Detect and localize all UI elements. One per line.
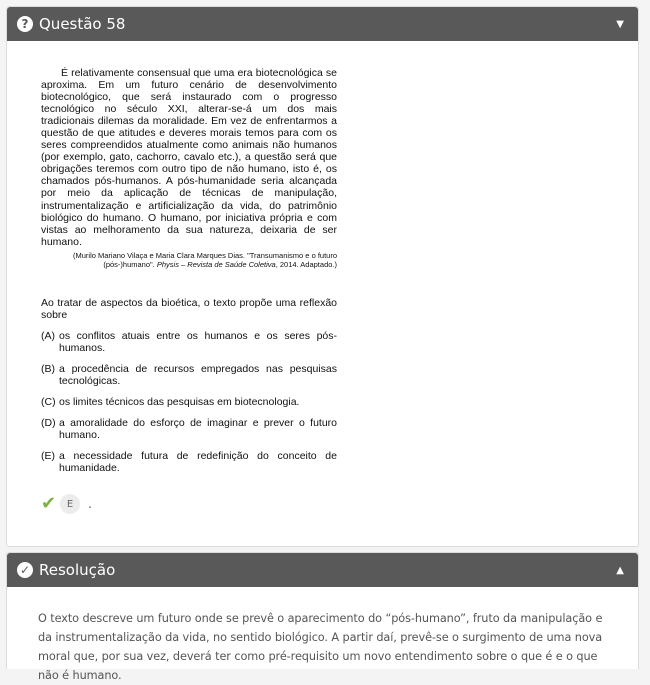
citation-main: (Murilo Mariano Vilaça e Maria Clara Marques Dias. "Transumanismo e o futuro (pós-)humano".	[72, 250, 337, 270]
option-text: a necessidade futura de redefinição do conceito de humanidade.	[59, 449, 337, 474]
question-panel-header[interactable]	[7, 7, 638, 41]
check-circle-icon: ✓	[17, 562, 33, 578]
option-d	[41, 417, 337, 441]
option-text: a amoralidade do esforço de imaginar e prever o futuro humano.	[59, 416, 337, 441]
option-letter: (E)	[41, 449, 55, 462]
question-image	[41, 67, 337, 474]
question-circle-icon: ?	[17, 16, 33, 32]
caret-up-icon[interactable]: ▲	[616, 564, 624, 576]
answer-suffix: .	[88, 497, 92, 511]
resolution-title: Resolução	[39, 561, 116, 579]
option-text: a procedência de recursos empregados nas pesquisas tecnológicas.	[59, 362, 337, 387]
option-text: os limites técnicos das pesquisas em biotecnologia.	[59, 395, 300, 408]
option-e	[41, 450, 337, 474]
option-c	[41, 396, 337, 408]
resolution-text: O texto descreve um futuro onde se prevê o aparecimento do “pós-humano”, fruto da manipulação e da instrumentalização da vida, no sentido biológico. A partir daí, prevê-se o surgimento de uma nova moral que, por sua vez, deverá ter como pré-requisito um novo entendimento sobre o que é e o que não é humano.	[38, 612, 603, 682]
checkmark-icon: ✔	[41, 493, 57, 514]
passage-text: É relativamente consensual que uma era biotecnológica se aproxima. Em um futuro cenário de desenvolvimento biotecnológico, que será instaurado com o progresso tecnológico no século XXI, alterar-se-á um dos mais tradicionais dilemas da moralidade. Em vez de enfrentarmos a questão de que atitudes e deveres morais temos para com os seres compreendidos atualmente como animais não humanos (por exemplo, gato, cachorro, cavalo etc.), a questão será que obrigações teremos com outro tipo de não humano, isto é, os chamados pós-humanos. A pós-humanidade seria alcançada por meio da aplicação de técnicas de manipulação, instrumentalização e artificialização da vida, do patrimônio biológico do humano. O humano, por iniciativa própria e com vistas ao melhoramento da sua natureza, deixaria de ser humano.	[41, 67, 337, 248]
citation-journal: Physis – Revista de Saúde Coletiva	[156, 260, 276, 270]
citation	[41, 251, 337, 270]
option-letter: (B)	[41, 362, 55, 375]
question-title: Questão 58	[39, 15, 126, 33]
caret-down-icon[interactable]: ▼	[616, 18, 624, 30]
option-b	[41, 363, 337, 387]
question-panel	[6, 6, 639, 547]
answer-row	[41, 494, 92, 514]
option-letter: (A)	[41, 329, 55, 342]
option-letter: (C)	[41, 395, 56, 408]
answer-badge: E	[60, 494, 80, 514]
citation-tail: , 2014. Adaptado.)	[275, 260, 337, 270]
question-prompt: Ao tratar de aspectos da bioética, o texto propõe uma reflexão sobre	[41, 296, 337, 321]
option-a	[41, 330, 337, 354]
option-text: os conflitos atuais entre os humanos e os seres pós-humanos.	[59, 329, 337, 354]
option-letter: (D)	[41, 416, 56, 429]
resolution-panel-header[interactable]	[7, 553, 638, 587]
resolution-panel	[6, 552, 639, 682]
